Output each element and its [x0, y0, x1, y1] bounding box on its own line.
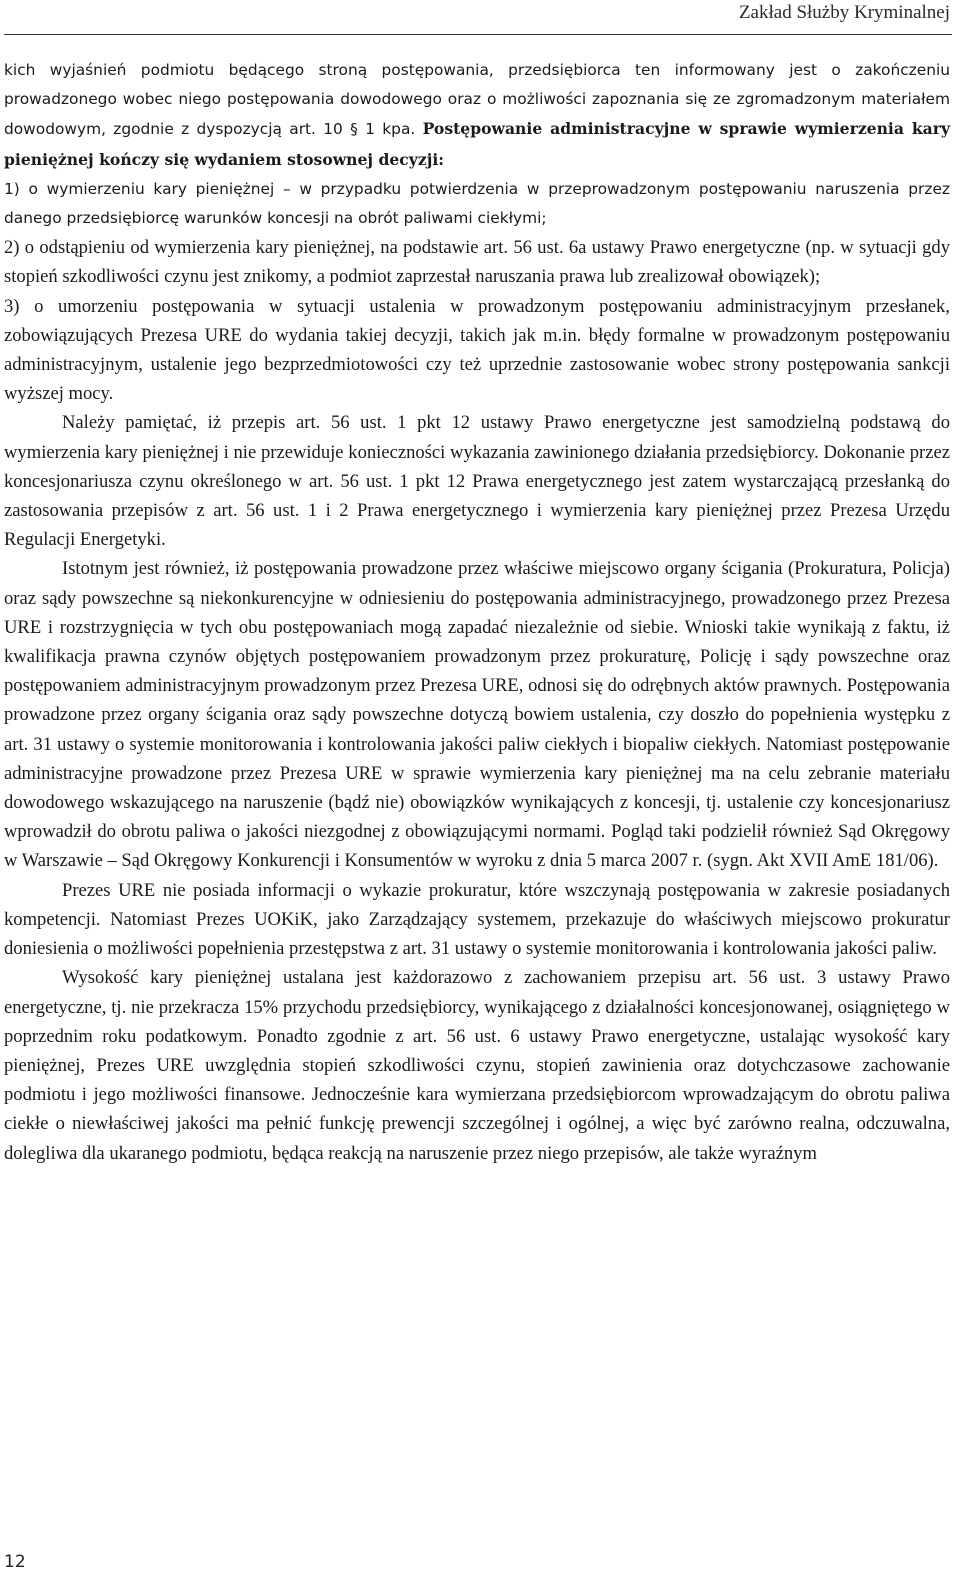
- list-item: 2) o odstąpieniu od wymierzenia kary pieniężnej, na podstawie art. 56 ust. 6a ustawy Prawo energetyczne (np. w sytuacji gdy stopień szkodliwości czynu jest znikomy, a podmiot zaprzestał naruszania prawa lub zrealizował obowiązek);: [4, 237, 950, 288]
- running-header: Zakład Służby Kryminalnej: [738, 2, 950, 23]
- page-number: 12: [4, 1552, 26, 1572]
- list-item: 1) o wymierzeniu kary pieniężnej – w przypadku potwierdzenia w przeprowadzonym postępowaniu naruszenia przez danego przedsiębiorcę warunków koncesji na obrót paliwami ciekłymi;: [4, 179, 950, 228]
- body-paragraph: Wysokość kary pieniężnej ustalana jest każdorazowo z zachowaniem przepisu art. 56 ust. 3 ustawy Prawo energetyczne, tj. nie przekracza 15% przychodu przedsiębiorcy, wynikającego z działalności koncesjonowanej, osiągniętego w poprzednim roku podatkowym. Ponadto zgodnie z art. 56 ust. 6 ustawy Prawo energetyczne, ustalając wysokość kary pieniężnej, Prezes URE uwzględnia stopień szkodliwości czynu, stopień zawinienia oraz dotychczasowe zachowanie podmiotu i jego możliwości finansowe. Jednocześnie kara wymierzana przedsiębiorcom wprowadzającym do obrotu paliwa ciekłe o niewłaściwej jakości ma pełnić funkcję prewencji szczególnej i ogólnej, a więc być zarówno realna, odczuwalna, dolegliwa dla ukaranego podmiotu, będąca reakcją na naruszenie przez niego przepisów, ale także wyraźnym: [4, 967, 950, 1164]
- intro-bold-text: Postępowanie administracyjne w sprawie wymierzenia kary pieniężnej kończy się wydaniem stosownej decyzji:: [4, 119, 950, 169]
- body-paragraph: Prezes URE nie posiada informacji o wykazie prokuratur, które wszczynają postępowania w zakresie posiadanych kompetencji. Natomiast Prezes UOKiK, jako Zarządzający systemem, przekazuje do właściwych miejscowo prokuratur doniesienia o możliwości popełnienia przestępstwa z art. 31 ustawy o systemie monitorowania i kontrolowania jakości paliw.: [4, 879, 950, 960]
- body-paragraph: Istotnym jest również, iż postępowania prowadzone przez właściwe miejscowo organy ścigania (Prokuratura, Policja) oraz sądy powszechne są niekonkurencyjne w odniesieniu do postępowania administracyjnego, prowadzonego przez Prezesa URE i rozstrzygnięcia w tych obu postępowaniach mogą zapadać niezależnie od siebie. Wnioski takie wynikają z faktu, iż kwalifikacja prawna czynów objętych postępowaniem prowadzonym przez prokuraturę, Policję i sądy powszechne oraz postępowaniem administracyjnym prowadzonym przez Prezesa URE, odnosi się do odrębnych aktów prawnych. Postępowania prowadzone przez organy ścigania oraz sądy powszechne dotyczą bowiem ustalenia, czy doszło do popełnienia występku z art. 31 ustawy o systemie monitorowania i kontrolowania jakości paliw ciekłych i biopaliw ciekłych. Natomiast postępowanie administracyjne prowadzone przez Prezesa URE w sprawie wymierzenia kary pieniężnej ma na celu zebranie materiału dowodowego wskazującego na naruszenie (bądź nie) obowiązków wynikających z koncesji, tj. ustalenie czy koncesjonariusz wprowadził do obrotu paliwa o jakości niezgodnej z obowiązującymi normami. Pogląd taki podzielił również Sąd Okręgowy w Warszawie – Sąd Okręgowy Konkurencji i Konsumentów w wyroku z dnia 5 marca 2007 r. (sygn. Akt XVII AmE 181/06).: [4, 558, 950, 872]
- page-body: [4, 56, 950, 1168]
- header-divider: [4, 34, 952, 35]
- body-paragraph: Należy pamiętać, iż przepis art. 56 ust. 1 pkt 12 ustawy Prawo energetyczne jest samodzielną podstawą do wymierzenia kary pieniężnej i nie przewiduje konieczności wykazania zawinionego działania przedsiębiorcy. Dokonanie przez koncesjonariusza czynu określonego w art. 56 ust. 1 pkt 12 Prawa energetycznego jest zatem wystarczającą przesłanką do zastosowania przepisów z art. 56 ust. 1 i 2 Prawa energetycznego i wymierzenia kary pieniężnej przez Prezesa Urzędu Regulacji Energetyki.: [4, 412, 950, 551]
- intro-text: kich wyjaśnień podmiotu będącego stroną postępowania, przedsiębiorca ten informowany jest o zakończeniu prowadzonego wobec niego postępowania dowodowego oraz o możliwości zapoznania się ze zgromadzonym materiałem dowodowym, zgodnie z dyspozycją art. 10 § 1 kpa.: [4, 61, 950, 139]
- intro-paragraph: [4, 56, 950, 175]
- list-item: 3) o umorzeniu postępowania w sytuacji ustalenia w prowadzonym postępowaniu administracyjnym przesłanek, zobowiązujących Prezesa URE do wydania takiej decyzji, takich jak m.in. błędy formalne w prowadzonym postępowaniu administracyjnym, ustalenie jego bezprzedmiotowości czy też uprzednie zastosowanie wobec strony postępowania sankcji wyższej mocy.: [4, 295, 950, 405]
